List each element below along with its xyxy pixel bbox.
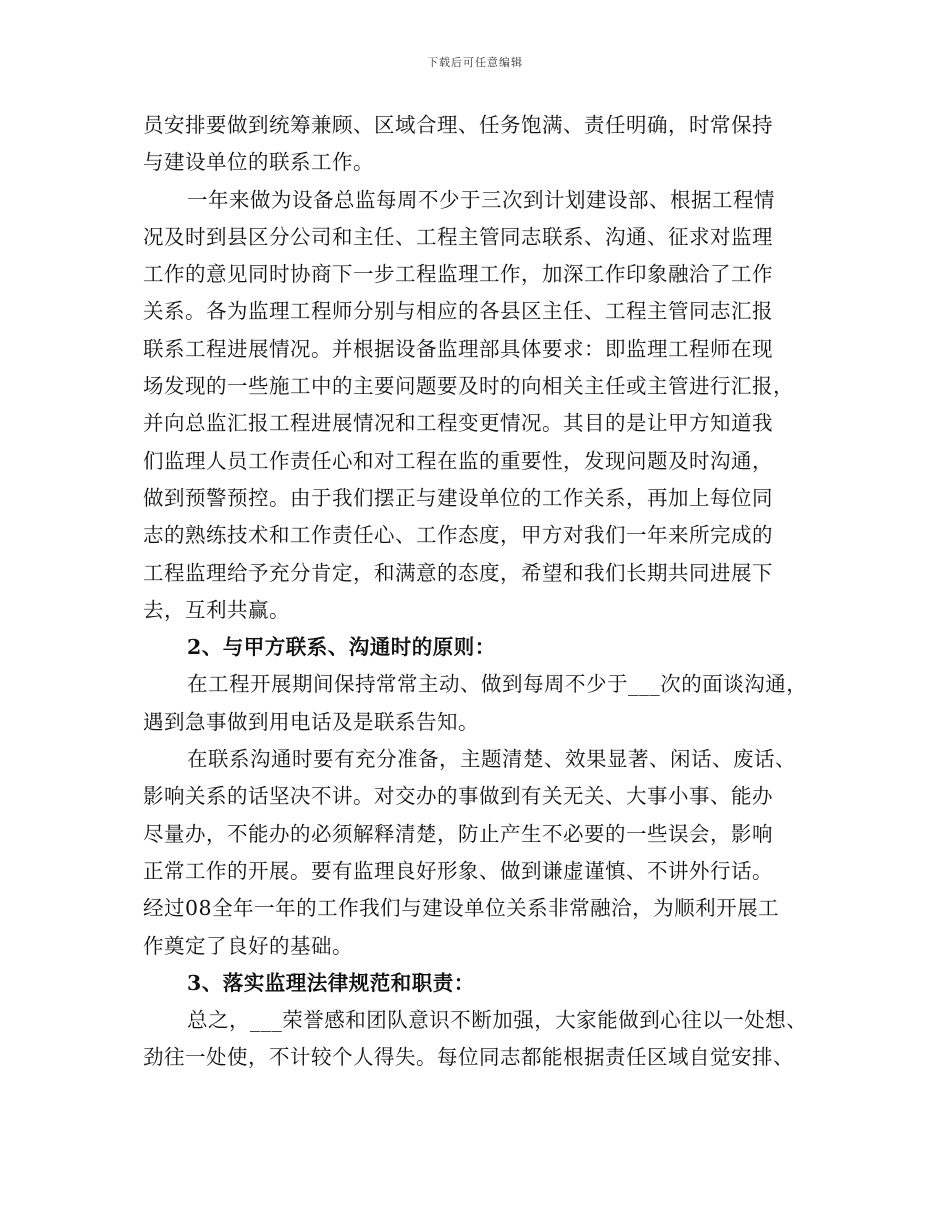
text-line: 况及时到县区分公司和主任、工程主管同志联系、沟通、征求对监理: [143, 224, 773, 249]
text-line: 尽量办，不能办的必须解释清楚，防止产生不必要的一些误会，影响: [143, 821, 773, 846]
text-line: 在工程开展期间保持常常主动、做到每周不少于___次的面谈沟通，: [187, 672, 808, 697]
section-heading: 2、与甲方联系、沟通时的原则：: [187, 635, 496, 660]
section-heading: 3、落实监理法律规范和职责：: [187, 970, 475, 995]
text-line: 去，互利共赢。: [143, 597, 290, 622]
text-line: 与建设单位的联系工作。: [143, 150, 374, 175]
text-line: 做到预警预控。由于我们摆正与建设单位的工作关系，再加上每位同: [143, 485, 773, 510]
text-line: 工作的意见同时协商下一步工程监理工作，加深工作印象融洽了工作: [143, 262, 773, 287]
text-line: 正常工作的开展。要有监理良好形象、做到谦虚谨慎、不讲外行话。: [143, 858, 773, 883]
text-line: 遇到急事做到用电话及是联系告知。: [143, 709, 479, 734]
text-line: 一年来做为设备总监每周不少于三次到计划建设部、根据工程情: [187, 187, 775, 212]
text-line: 总之，___荣誉感和团队意识不断加强，大家能做到心往以一处想、: [187, 1008, 808, 1033]
document-body: [143, 107, 815, 1077]
text-line: 员安排要做到统筹兼顾、区域合理、任务饱满、责任明确，时常保持: [143, 113, 773, 137]
text-line: 经过08全年一年的工作我们与建设单位关系非常融洽，为顺利开展工: [143, 896, 780, 921]
page-header: 下载后可任意编辑: [427, 56, 523, 69]
text-line: 联系工程进展情况。并根据设备监理部具体要求：即监理工程师在现: [143, 336, 773, 361]
text-line: 们监理人员工作责任心和对工程在监的重要性，发现问题及时沟通，: [143, 448, 773, 473]
text-line: 作奠定了良好的基础。: [143, 933, 353, 958]
text-line: 并向总监汇报工程进展情况和工程变更情况。其目的是让甲方知道我: [143, 411, 773, 436]
text-line: 志的熟练技术和工作责任心、工作态度，甲方对我们一年来所完成的: [143, 523, 773, 548]
text-line: 关系。各为监理工程师分别与相应的各县区主任、工程主管同志汇报: [143, 299, 773, 324]
text-line: 场发现的一些施工中的主要问题要及时的向相关主任或主管进行汇报，: [143, 374, 794, 399]
text-line: 在联系沟通时要有充分准备，主题清楚、效果显著、闲话、废话、: [187, 747, 796, 772]
text-line: 工程监理给予充分肯定，和满意的态度，希望和我们长期共同进展下: [143, 560, 773, 585]
text-line: 劲往一处使，不计较个人得失。每位同志都能根据责任区域自觉安排、: [143, 1045, 794, 1070]
text-line: 影响关系的话坚决不讲。对交办的事做到有关无关、大事小事、能办: [143, 784, 773, 809]
